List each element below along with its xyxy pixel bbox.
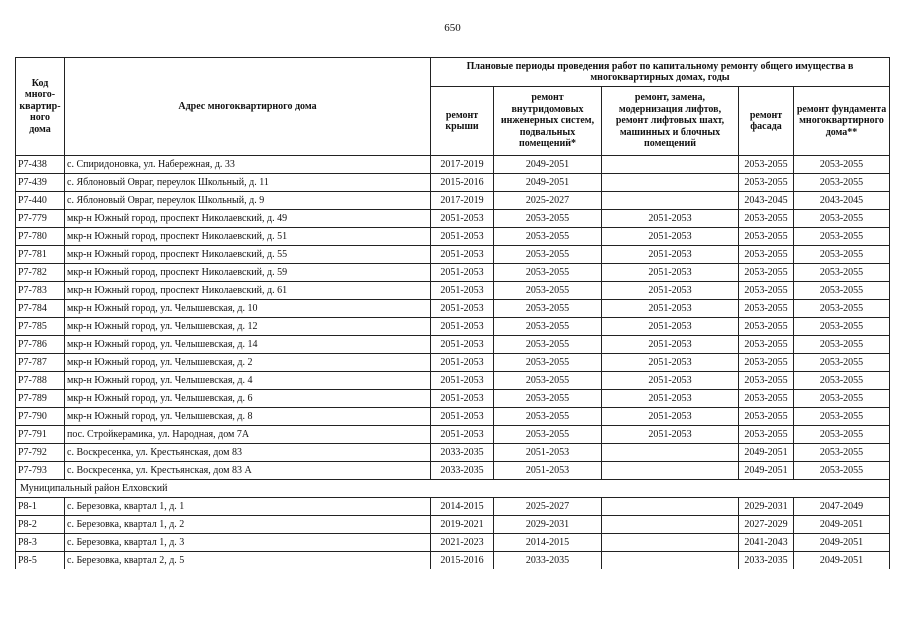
cell-engineering: 2053-2055 (494, 336, 602, 354)
cell-address: с. Березовка, квартал 2, д. 5 (65, 552, 431, 570)
table-header-row (16, 58, 890, 87)
cell-code: Р7-781 (16, 246, 65, 264)
cell-foundation: 2053-2055 (794, 246, 890, 264)
cell-lifts: 2051-2053 (602, 264, 739, 282)
cell-lifts (602, 444, 739, 462)
cell-code: Р7-782 (16, 264, 65, 282)
cell-address: мкр-н Южный город, ул. Челышевская, д. 2 (65, 354, 431, 372)
cell-engineering: 2053-2055 (494, 210, 602, 228)
cell-facade: 2053-2055 (739, 336, 794, 354)
cell-roof: 2051-2053 (431, 426, 494, 444)
cell-address: с. Березовка, квартал 1, д. 1 (65, 498, 431, 516)
cell-roof: 2033-2035 (431, 462, 494, 480)
cell-facade: 2053-2055 (739, 210, 794, 228)
table-row (16, 498, 890, 516)
cell-engineering: 2053-2055 (494, 228, 602, 246)
page-number: 650 (444, 22, 461, 34)
cell-address: мкр-н Южный город, ул. Челышевская, д. 14 (65, 336, 431, 354)
cell-lifts (602, 462, 739, 480)
cell-roof: 2014-2015 (431, 498, 494, 516)
cell-foundation: 2053-2055 (794, 318, 890, 336)
cell-address: мкр-н Южный город, ул. Челышевская, д. 8 (65, 408, 431, 426)
table-row (16, 228, 890, 246)
cell-roof: 2051-2053 (431, 228, 494, 246)
cell-facade: 2053-2055 (739, 228, 794, 246)
cell-lifts: 2051-2053 (602, 354, 739, 372)
cell-roof: 2015-2016 (431, 552, 494, 570)
cell-roof: 2051-2053 (431, 264, 494, 282)
cell-roof: 2051-2053 (431, 354, 494, 372)
cell-code: Р7-790 (16, 408, 65, 426)
cell-engineering: 2025-2027 (494, 498, 602, 516)
cell-engineering: 2053-2055 (494, 264, 602, 282)
cell-engineering: 2029-2031 (494, 516, 602, 534)
table-row (16, 210, 890, 228)
cell-lifts (602, 552, 739, 570)
cell-code: Р7-785 (16, 318, 65, 336)
cell-roof: 2019-2021 (431, 516, 494, 534)
cell-engineering: 2053-2055 (494, 300, 602, 318)
cell-lifts: 2051-2053 (602, 372, 739, 390)
cell-lifts (602, 174, 739, 192)
cell-engineering: 2053-2055 (494, 426, 602, 444)
cell-lifts: 2051-2053 (602, 408, 739, 426)
cell-code: Р7-789 (16, 390, 65, 408)
cell-facade: 2053-2055 (739, 426, 794, 444)
cell-address: с. Воскресенка, ул. Крестьянская, дом 83 А (65, 462, 431, 480)
cell-address: с. Березовка, квартал 1, д. 2 (65, 516, 431, 534)
cell-roof: 2051-2053 (431, 246, 494, 264)
cell-roof: 2051-2053 (431, 372, 494, 390)
header-foundation: ремонт фундамента многоквартирного дома** (794, 87, 890, 156)
cell-roof: 2051-2053 (431, 336, 494, 354)
cell-engineering: 2025-2027 (494, 192, 602, 210)
cell-code: Р7-439 (16, 174, 65, 192)
table-row (16, 516, 890, 534)
cell-facade: 2053-2055 (739, 390, 794, 408)
cell-foundation: 2053-2055 (794, 228, 890, 246)
cell-address: с. Яблоновый Овраг, переулок Школьный, д. 9 (65, 192, 431, 210)
cell-code: Р7-791 (16, 426, 65, 444)
cell-lifts: 2051-2053 (602, 246, 739, 264)
cell-roof: 2015-2016 (431, 174, 494, 192)
cell-code: Р7-440 (16, 192, 65, 210)
cell-foundation: 2053-2055 (794, 264, 890, 282)
cell-lifts: 2051-2053 (602, 426, 739, 444)
cell-code: Р7-793 (16, 462, 65, 480)
cell-foundation: 2053-2055 (794, 300, 890, 318)
cell-facade: 2053-2055 (739, 300, 794, 318)
section-title: Муниципальный район Елховский (16, 480, 890, 498)
cell-lifts: 2051-2053 (602, 210, 739, 228)
cell-engineering: 2051-2053 (494, 462, 602, 480)
header-code: Код много-квартир-ного дома (16, 58, 65, 156)
table-row (16, 264, 890, 282)
cell-foundation: 2053-2055 (794, 408, 890, 426)
table-row (16, 192, 890, 210)
cell-roof: 2017-2019 (431, 156, 494, 174)
cell-code: Р7-786 (16, 336, 65, 354)
cell-foundation: 2053-2055 (794, 444, 890, 462)
cell-address: с. Воскресенка, ул. Крестьянская, дом 83 (65, 444, 431, 462)
section-row (16, 480, 890, 498)
cell-foundation: 2049-2051 (794, 552, 890, 570)
cell-engineering: 2053-2055 (494, 372, 602, 390)
cell-roof: 2051-2053 (431, 318, 494, 336)
cell-foundation: 2053-2055 (794, 174, 890, 192)
cell-facade: 2029-2031 (739, 498, 794, 516)
cell-facade: 2053-2055 (739, 174, 794, 192)
cell-foundation: 2053-2055 (794, 354, 890, 372)
cell-facade: 2053-2055 (739, 408, 794, 426)
header-address: Адрес многоквартирного дома (65, 58, 431, 156)
cell-engineering: 2053-2055 (494, 408, 602, 426)
cell-foundation: 2049-2051 (794, 516, 890, 534)
cell-engineering: 2053-2055 (494, 282, 602, 300)
table-row (16, 426, 890, 444)
table-row (16, 318, 890, 336)
table-row (16, 462, 890, 480)
cell-facade: 2049-2051 (739, 444, 794, 462)
cell-foundation: 2053-2055 (794, 372, 890, 390)
cell-lifts: 2051-2053 (602, 228, 739, 246)
cell-roof: 2051-2053 (431, 300, 494, 318)
table-row (16, 372, 890, 390)
table-row (16, 354, 890, 372)
cell-facade: 2053-2055 (739, 264, 794, 282)
cell-address: с. Березовка, квартал 1, д. 3 (65, 534, 431, 552)
cell-lifts (602, 534, 739, 552)
cell-lifts (602, 498, 739, 516)
cell-lifts: 2051-2053 (602, 390, 739, 408)
cell-foundation: 2053-2055 (794, 210, 890, 228)
capital-repair-table (15, 57, 890, 569)
cell-address: мкр-н Южный город, проспект Николаевский, д. 61 (65, 282, 431, 300)
cell-address: мкр-н Южный город, проспект Николаевский, д. 59 (65, 264, 431, 282)
header-engineering: ремонт внутридомовых инженерных систем, подвальных помещений* (494, 87, 602, 156)
cell-facade: 2033-2035 (739, 552, 794, 570)
cell-code: Р7-792 (16, 444, 65, 462)
cell-roof: 2051-2053 (431, 282, 494, 300)
cell-facade: 2041-2043 (739, 534, 794, 552)
cell-lifts (602, 156, 739, 174)
cell-foundation: 2047-2049 (794, 498, 890, 516)
cell-engineering: 2033-2035 (494, 552, 602, 570)
cell-facade: 2049-2051 (739, 462, 794, 480)
cell-lifts (602, 192, 739, 210)
cell-code: Р8-5 (16, 552, 65, 570)
cell-roof: 2021-2023 (431, 534, 494, 552)
cell-facade: 2027-2029 (739, 516, 794, 534)
cell-engineering: 2053-2055 (494, 390, 602, 408)
table-row (16, 552, 890, 570)
header-facade: ремонт фасада (739, 87, 794, 156)
cell-roof: 2017-2019 (431, 192, 494, 210)
cell-engineering: 2053-2055 (494, 354, 602, 372)
cell-code: Р8-3 (16, 534, 65, 552)
cell-facade: 2053-2055 (739, 318, 794, 336)
cell-address: пос. Стройкерамика, ул. Народная, дом 7А (65, 426, 431, 444)
cell-address: мкр-н Южный город, проспект Николаевский, д. 51 (65, 228, 431, 246)
cell-foundation: 2053-2055 (794, 282, 890, 300)
cell-foundation: 2049-2051 (794, 534, 890, 552)
cell-code: Р7-779 (16, 210, 65, 228)
cell-code: Р7-784 (16, 300, 65, 318)
table-row (16, 300, 890, 318)
table-row (16, 534, 890, 552)
cell-code: Р7-788 (16, 372, 65, 390)
cell-roof: 2051-2053 (431, 408, 494, 426)
cell-engineering: 2051-2053 (494, 444, 602, 462)
cell-engineering: 2049-2051 (494, 156, 602, 174)
cell-lifts: 2051-2053 (602, 300, 739, 318)
cell-roof: 2051-2053 (431, 390, 494, 408)
table-row (16, 408, 890, 426)
cell-lifts (602, 516, 739, 534)
cell-address: мкр-н Южный город, ул. Челышевская, д. 4 (65, 372, 431, 390)
cell-address: с. Яблоновый Овраг, переулок Школьный, д. 11 (65, 174, 431, 192)
cell-facade: 2053-2055 (739, 372, 794, 390)
cell-address: мкр-н Южный город, ул. Челышевская, д. 6 (65, 390, 431, 408)
cell-code: Р8-1 (16, 498, 65, 516)
cell-foundation: 2053-2055 (794, 462, 890, 480)
cell-facade: 2053-2055 (739, 246, 794, 264)
table-row (16, 282, 890, 300)
cell-code: Р7-438 (16, 156, 65, 174)
cell-lifts: 2051-2053 (602, 282, 739, 300)
cell-engineering: 2053-2055 (494, 318, 602, 336)
cell-code: Р8-2 (16, 516, 65, 534)
header-roof: ремонт крыши (431, 87, 494, 156)
cell-address: мкр-н Южный город, проспект Николаевский, д. 55 (65, 246, 431, 264)
cell-facade: 2053-2055 (739, 282, 794, 300)
cell-lifts: 2051-2053 (602, 336, 739, 354)
cell-foundation: 2053-2055 (794, 336, 890, 354)
cell-address: с. Спиридоновка, ул. Набережная, д. 33 (65, 156, 431, 174)
cell-engineering: 2014-2015 (494, 534, 602, 552)
cell-foundation: 2043-2045 (794, 192, 890, 210)
cell-roof: 2051-2053 (431, 210, 494, 228)
cell-code: Р7-783 (16, 282, 65, 300)
cell-foundation: 2053-2055 (794, 390, 890, 408)
cell-code: Р7-787 (16, 354, 65, 372)
cell-address: мкр-н Южный город, проспект Николаевский, д. 49 (65, 210, 431, 228)
cell-engineering: 2049-2051 (494, 174, 602, 192)
cell-foundation: 2053-2055 (794, 156, 890, 174)
table-row (16, 246, 890, 264)
table-row (16, 336, 890, 354)
table-row (16, 174, 890, 192)
table-row (16, 156, 890, 174)
cell-facade: 2053-2055 (739, 354, 794, 372)
table-row (16, 444, 890, 462)
cell-facade: 2053-2055 (739, 156, 794, 174)
cell-lifts: 2051-2053 (602, 318, 739, 336)
cell-engineering: 2053-2055 (494, 246, 602, 264)
cell-address: мкр-н Южный город, ул. Челышевская, д. 12 (65, 318, 431, 336)
cell-foundation: 2053-2055 (794, 426, 890, 444)
cell-roof: 2033-2035 (431, 444, 494, 462)
header-lifts: ремонт, замена, модернизация лифтов, ремонт лифтовых шахт, машинных и блочных помещений (602, 87, 739, 156)
cell-address: мкр-н Южный город, ул. Челышевская, д. 10 (65, 300, 431, 318)
cell-code: Р7-780 (16, 228, 65, 246)
table-row (16, 390, 890, 408)
cell-facade: 2043-2045 (739, 192, 794, 210)
header-periods: Плановые периоды проведения работ по капитальному ремонту общего имущества в многоквартирных домах, годы (431, 58, 890, 87)
